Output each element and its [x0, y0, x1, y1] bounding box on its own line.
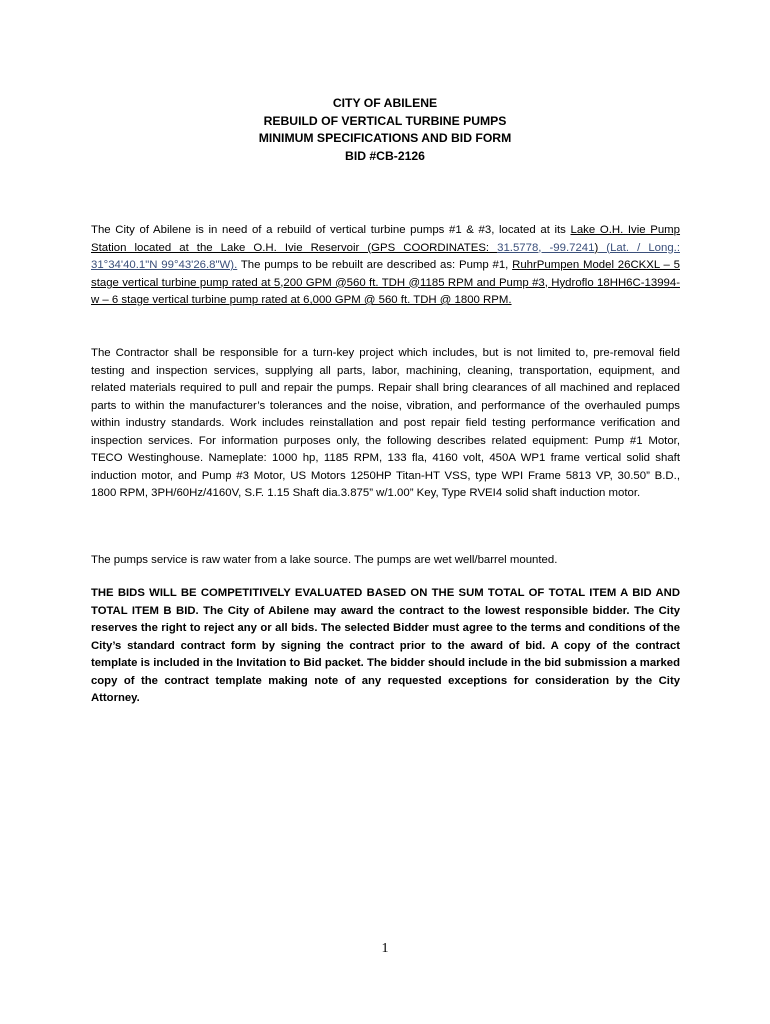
intro-text-middle: The pumps to be rebuilt are described as: Pump #1, [237, 259, 513, 271]
contractor-paragraph: The Contractor shall be responsible for a turn-key project which includes, but is not limited to, pre-removal field testing and inspection services, supplying all parts, labor, machining, cleaning, transportation, equipment, and related materials required to pull and repair the pumps. Repair shall bring clearances of all machined and replaced parts to within the manufacturer’s tolerances and the noise, vibration, and performance of the overhauled pumps within industry standards. Work includes reinstallation and post repair field testing performance verification and inspection services. For information purposes only, the following describes related equipment: Pump #1 Motor, TECO Westinghouse. Nameplate: 1000 hp, 1185 RPM, 133 fla, 4160 volt, 450A WP1 frame vertical solid shaft induction motor, and Pump #3 Motor, US Motors 1250HP Titan-HT VSS, type WPI Frame 5813 VP, 30.50” B.D., 1800 RPM, 3PH/60Hz/4160V, S.F. 1.15 Shaft dia.3.875” w/1.00” Key, Type RVEI4 solid shaft induction motor. [91, 347, 680, 499]
gps-decimal-link: 31.5778, -99.7241 [497, 241, 595, 254]
page-number: 1 [381, 941, 389, 956]
header-bid-number: BID #CB-2126 [345, 148, 425, 163]
gps-dms-link: (Lat. / Long.: 31°34'40.1"N 99°43'26.8"W). [91, 241, 680, 271]
header-project-title: REBUILD OF VERTICAL TURBINE PUMPS [263, 113, 507, 128]
bid-evaluation-paragraph: THE BIDS WILL BE COMPETITIVELY EVALUATED BASED ON THE SUM TOTAL OF TOTAL ITEM A BID AND TOTAL ITEM B BID. The City of Abilene may award the contract to the lowest responsible bidder. The City reserves the right to reject any or all bids. The selected Bidder must agree to the terms and conditions of the City’s standard contract form by signing the contract prior to the award of bid. A copy of the contract template is included in the Invitation to Bid packet. The bidder should include in the bid submission a marked copy of the contract template making note of any requested exceptions for consideration by the City Attorney. [91, 587, 680, 704]
service-paragraph: The pumps service is raw water from a lake source. The pumps are wet well/barrel mounted. [91, 554, 558, 566]
location-link-close: ) [594, 241, 599, 254]
document-header [0, 95, 770, 165]
pump-specification: RuhrPumpen Model 26CKXL – 5 stage vertical turbine pump rated at 5,200 GPM @560 ft. TDH @1185 RPM and Pump #3, Hydroflo 18HH6C-13994-w – 6 stage vertical turbine pump rated at 6,000 GPM @ 560 ft. TDH @ 1800 RPM. [91, 259, 680, 306]
intro-text-start: The City of Abilene is in need of a rebuild of vertical turbine pumps #1 & #3, located at its [91, 224, 571, 236]
intro-paragraph [91, 222, 680, 310]
header-subtitle: MINIMUM SPECIFICATIONS AND BID FORM [258, 131, 512, 145]
location-link: Lake O.H. Ivie Pump Station located at the Lake O.H. Ivie Reservoir (GPS COORDINATES: [91, 224, 681, 254]
header-city: CITY OF ABILENE [332, 96, 438, 110]
